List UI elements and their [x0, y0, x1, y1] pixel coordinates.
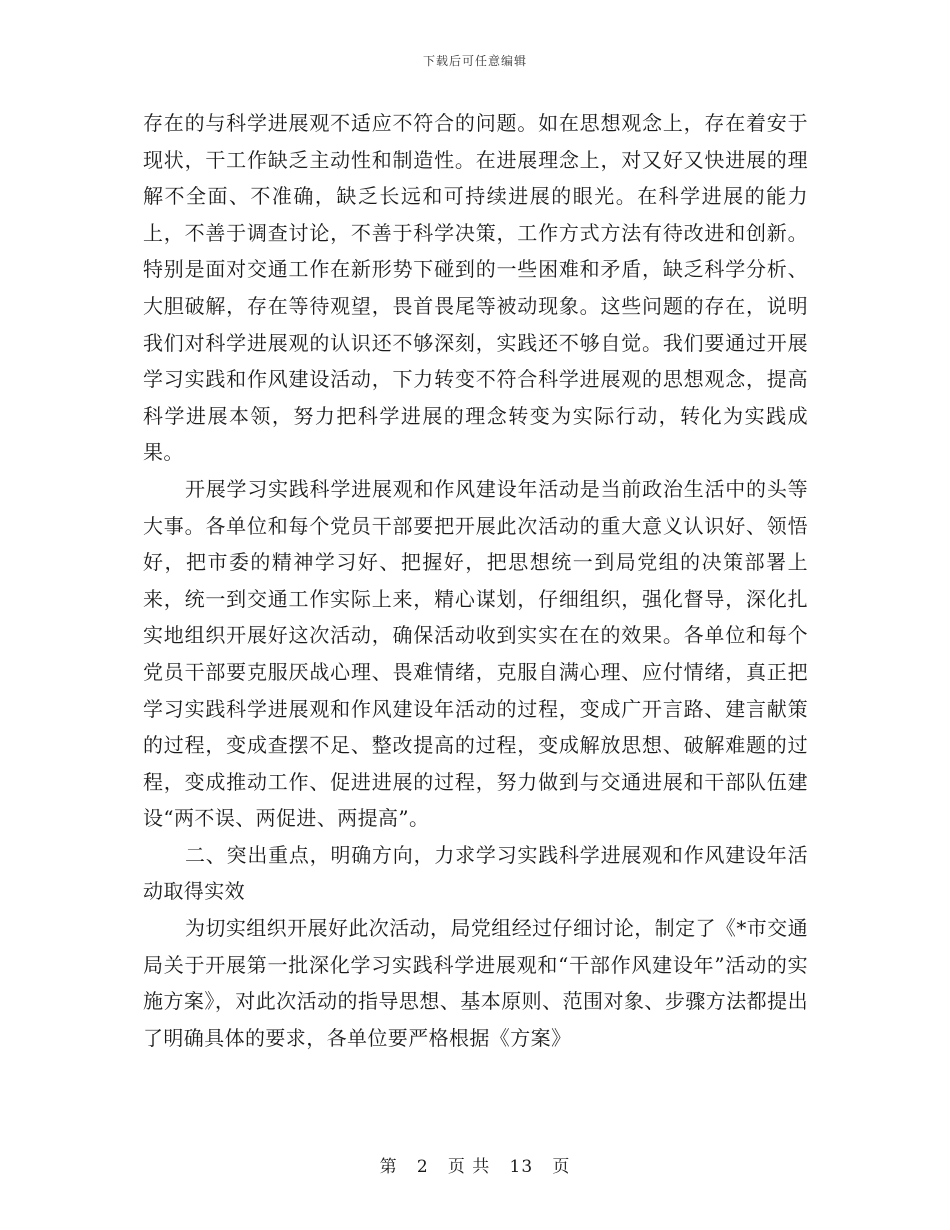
footer-current-page: 2 [416, 1157, 429, 1177]
footer-total-pages: 13 [509, 1157, 534, 1177]
footer-suffix: 页 [552, 1157, 571, 1177]
section-heading: 二、突出重点，明确方向，力求学习实践科学进展观和作风建设年活动取得实效 [143, 842, 808, 904]
document-body [143, 105, 808, 1056]
header-text: 下载后可任意编辑 [422, 54, 527, 68]
paragraph-2: 开展学习实践科学进展观和作风建设年活动是当前政治生活中的头等大事。各单位和每个党员干部要把开展此次活动的重大意义认识好、领悟好，把市委的精神学习好、把握好，把思想统一到局党组的决策部署上来，统一到交通工作实际上来，精心谋划，仔细组织，强化督导，深化扎实地组织开展好这次活动，确保活动收到实实在在的效果。各单位和每个党员干部要克服厌战心理、畏难情绪，克服自满心理、应付情绪，真正把学习实践科学进展观和作风建设年活动的过程，变成广开言路、建言献策的过程，变成查摆不足、整改提高的过程，变成解放思想、破解难题的过程，变成推动工作、促进进展的过程，努力做到与交通进展和干部队伍建设“两不误、两促进、两提高”。 [143, 476, 808, 831]
page-header [0, 52, 950, 69]
page-footer [0, 1152, 950, 1177]
footer-prefix: 第 [379, 1157, 398, 1177]
paragraph-1: 存在的与科学进展观不适应不符合的问题。如在思想观念上，存在着安于现状，干工作缺乏主动性和制造性。在进展理念上，对又好又快进展的理解不全面、不准确，缺乏长远和可持续进展的眼光。在科学进展的能力上，不善于调查讨论，不善于科学决策，工作方式方法有待改进和创新。特别是面对交通工作在新形势下碰到的一些困难和矛盾，缺乏科学分析、大胆破解，存在等待观望，畏首畏尾等被动现象。这些问题的存在，说明我们对科学进展观的认识还不够深刻，实践还不够自觉。我们要通过开展学习实践和作风建设活动，下力转变不符合科学进展观的思想观念，提高科学进展本领，努力把科学进展的理念转变为实际行动，转化为实践成果。 [143, 111, 808, 465]
footer-middle: 页 共 [447, 1157, 491, 1177]
paragraph-3: 为切实组织开展好此次活动，局党组经过仔细讨论，制定了《*市交通局关于开展第一批深化学习实践科学进展观和“干部作风建设年”活动的实施方案》，对此次活动的指导思想、基本原则、范围对象、步骤方法都提出了明确具体的要求，各单位要严格根据《方案》 [143, 916, 808, 1050]
